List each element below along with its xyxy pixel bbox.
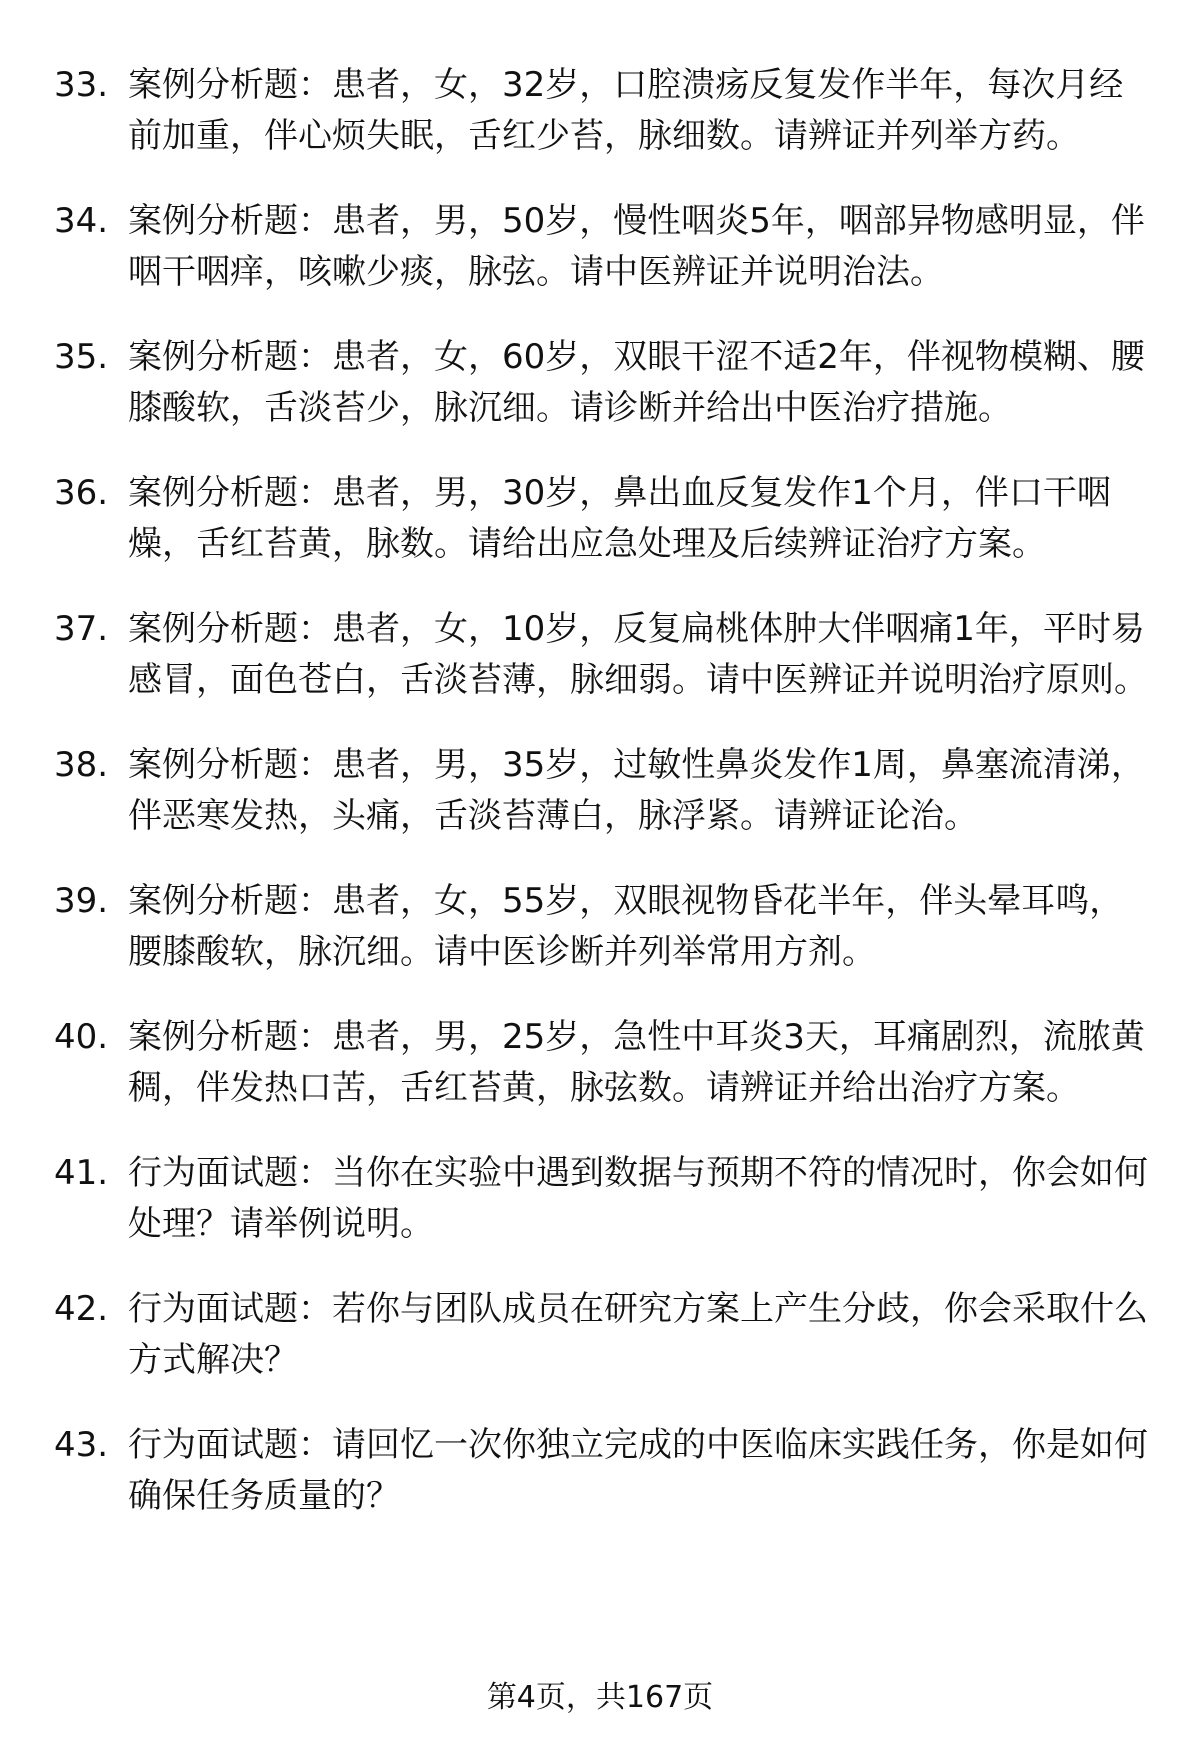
question-item-42 bbox=[54, 1284, 1154, 1386]
question-text: 行为面试题：请回忆一次你独立完成的中医临床实践任务，你是如何确保任务质量的？ bbox=[128, 1425, 1148, 1516]
question-item-35 bbox=[54, 332, 1154, 434]
question-number: 39. bbox=[54, 881, 109, 921]
question-item-41 bbox=[54, 1148, 1154, 1250]
question-text: 案例分析题：患者，男，25岁，急性中耳炎3天，耳痛剧烈，流脓黄稠，伴发热口苦，舌红苔黄，脉弦数。请辨证并给出治疗方案。 bbox=[128, 1017, 1145, 1108]
question-text: 案例分析题：患者，男，35岁，过敏性鼻炎发作1周，鼻塞流清涕，伴恶寒发热，头痛，舌淡苔薄白，脉浮紧。请辨证论治。 bbox=[128, 745, 1145, 836]
question-text: 行为面试题：当你在实验中遇到数据与预期不符的情况时，你会如何处理？请举例说明。 bbox=[128, 1153, 1148, 1244]
question-item-39 bbox=[54, 876, 1154, 978]
question-item-40 bbox=[54, 1012, 1154, 1114]
question-number: 34. bbox=[54, 201, 109, 241]
question-number: 37. bbox=[54, 609, 109, 649]
page-number-label: 第4页，共167页 bbox=[486, 1680, 714, 1715]
question-number: 38. bbox=[54, 745, 109, 785]
question-list bbox=[54, 60, 1154, 1556]
question-item-37 bbox=[54, 604, 1154, 706]
question-text: 案例分析题：患者，女，60岁，双眼干涩不适2年，伴视物模糊、腰膝酸软，舌淡苔少，脉沉细。请诊断并给出中医治疗措施。 bbox=[128, 337, 1145, 428]
question-text: 行为面试题：若你与团队成员在研究方案上产生分歧，你会采取什么方式解决？ bbox=[128, 1289, 1148, 1380]
question-number: 41. bbox=[54, 1153, 109, 1193]
question-text: 案例分析题：患者，女，32岁，口腔溃疡反复发作半年，每次月经前加重，伴心烦失眠，舌红少苔，脉细数。请辨证并列举方药。 bbox=[128, 65, 1124, 156]
question-item-38 bbox=[54, 740, 1154, 842]
page-footer bbox=[0, 1678, 1200, 1718]
question-number: 35. bbox=[54, 337, 109, 377]
question-number: 36. bbox=[54, 473, 109, 513]
question-number: 40. bbox=[54, 1017, 109, 1057]
question-number: 42. bbox=[54, 1289, 109, 1329]
question-item-36 bbox=[54, 468, 1154, 570]
question-text: 案例分析题：患者，女，10岁，反复扁桃体肿大伴咽痛1年，平时易感冒，面色苍白，舌淡苔薄，脉细弱。请中医辨证并说明治疗原则。 bbox=[128, 609, 1148, 700]
question-text: 案例分析题：患者，女，55岁，双眼视物昏花半年，伴头晕耳鸣，腰膝酸软，脉沉细。请中医诊断并列举常用方剂。 bbox=[128, 881, 1124, 972]
question-number: 43. bbox=[54, 1425, 109, 1465]
question-item-43 bbox=[54, 1420, 1154, 1522]
question-number: 33. bbox=[54, 65, 109, 105]
question-text: 案例分析题：患者，男，50岁，慢性咽炎5年，咽部异物感明显，伴咽干咽痒，咳嗽少痰，脉弦。请中医辨证并说明治法。 bbox=[128, 201, 1145, 292]
question-item-33 bbox=[54, 60, 1154, 162]
question-text: 案例分析题：患者，男，30岁，鼻出血反复发作1个月，伴口干咽燥，舌红苔黄，脉数。请给出应急处理及后续辨证治疗方案。 bbox=[128, 473, 1111, 564]
question-item-34 bbox=[54, 196, 1154, 298]
